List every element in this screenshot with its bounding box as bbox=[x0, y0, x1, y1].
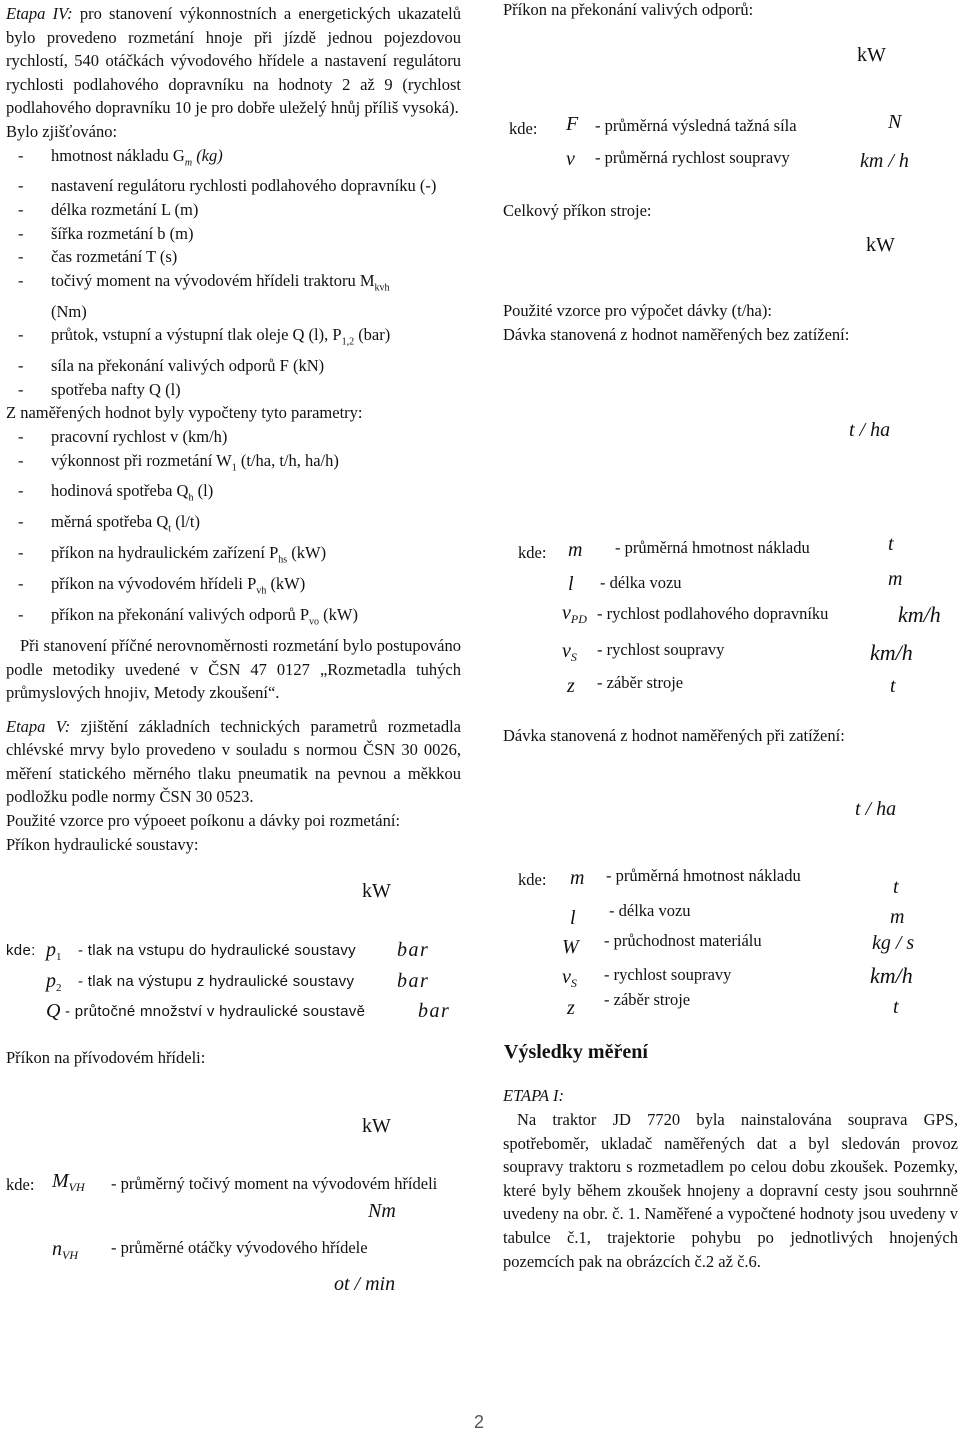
dose1-var: $v_S$ bbox=[562, 640, 577, 665]
etapa1-label: ETAPA I: bbox=[503, 1086, 564, 1105]
hyd-var: $p_1$ bbox=[46, 939, 62, 964]
rolling-heading: Příkon na překonání valivých odporů: bbox=[503, 0, 754, 19]
pto-desc: - průměrné otáčky vývodového hřídele bbox=[111, 1238, 368, 1257]
pto-unit: kW bbox=[362, 1115, 391, 1137]
dose2-unit: kg / s bbox=[872, 932, 915, 954]
hydraulic-unit: kW bbox=[362, 880, 391, 902]
pto-var: $n_{VH}$ bbox=[52, 1238, 78, 1263]
rolling-kde: kde: bbox=[509, 119, 538, 138]
dose2-var: $v_S$ bbox=[562, 966, 577, 991]
dose1-desc: - rychlost podlahového dopravníku bbox=[597, 604, 829, 623]
dose1-unit: km/h bbox=[870, 640, 913, 665]
etapa4-text: pro stanovení výkonnostních a energetických ukazatelů bylo provedeno rozmetání hnoje při jízdě jednou pojezdovou rychlostí, 540 otáčkách vývodového hřídele a nastavení regulátoru rychlosti podlahového dopravníku na hodnoty 2 až 9 (rychlost podlahového dopravníku 10 je pro dobře uleželý hnůj příliš vysoká). bbox=[6, 4, 461, 118]
uneven-paragraph: Při stanovení příčné nerovnoměrnosti rozmetání bylo postupováno podle metodiky uvedené v ČSN 47 0127 „Rozmetadla tuhých průmyslových hnojiv, Metody zkoušení“. bbox=[6, 635, 461, 703]
dose2-desc: - rychlost soupravy bbox=[604, 965, 732, 984]
dose2-unit: km/h bbox=[870, 963, 913, 988]
total-unit: kW bbox=[866, 234, 895, 256]
rolling-desc: - průměrná rychlost soupravy bbox=[595, 148, 790, 167]
hyd-desc: - průtočné množství v hydraulické soustavě bbox=[65, 1003, 366, 1020]
rolling-var: F bbox=[566, 113, 579, 135]
dose2-unit: t bbox=[893, 996, 899, 1018]
pto-var: $M_{VH}$ bbox=[52, 1170, 85, 1195]
hyd-var: Q bbox=[46, 1000, 61, 1022]
measured-item: - čas rozmetání T (s) bbox=[6, 245, 461, 269]
etapa4-label: Etapa IV: bbox=[6, 4, 73, 23]
pto-kde: kde: bbox=[6, 1175, 35, 1194]
page-number: 2 bbox=[474, 1412, 485, 1432]
dose-intro: Použité vzorce pro výpočet dávky (t/ha): bbox=[503, 301, 772, 320]
dose1-var: z bbox=[567, 675, 575, 697]
dose1-desc: - rychlost soupravy bbox=[597, 640, 725, 659]
computed-list bbox=[6, 425, 461, 634]
pto-heading: Příkon na přívodovém hřídeli: bbox=[6, 1048, 206, 1067]
computed-intro: Z naměřených hodnot byly vypočteny tyto parametry: bbox=[6, 403, 363, 423]
measured-item: - šířka rozmetání b (m) bbox=[6, 222, 461, 246]
dose1-kde: kde: bbox=[518, 543, 547, 562]
computed-item: - příkon na vývodovém hřídeli $P_{vh}$ (kW) bbox=[6, 572, 461, 603]
measured-item: - točivý moment na vývodovém hřídeli traktoru $M_{kvh}$ (Nm) bbox=[6, 269, 461, 323]
computed-item: - výkonnost při rozmetání $W_1$ (t/ha, t/h, ha/h) bbox=[6, 449, 461, 480]
dose2-var: l bbox=[570, 907, 576, 929]
computed-item: - příkon na hydraulickém zařízení $P_{hs}$ (kW) bbox=[6, 541, 461, 572]
dose2-var: z bbox=[567, 997, 575, 1019]
computed-item: - měrná spotřeba $Q_t$ (l/t) bbox=[6, 510, 461, 541]
etapa5-label: Etapa V: bbox=[6, 716, 71, 736]
dose2-kde: kde: bbox=[518, 870, 547, 889]
rolling-desc-unit: N bbox=[888, 111, 902, 133]
dose-unloaded: Dávka stanovená z hodnot naměřených bez zatížení: bbox=[503, 325, 850, 344]
measured-item: - síla na překonání valivých odporů F (kN) bbox=[6, 354, 461, 378]
computed-item: - pracovní rychlost v (km/h) bbox=[6, 425, 461, 449]
hyd-desc: - tlak na výstupu z hydraulické soustavy bbox=[78, 973, 355, 990]
dose2-desc: - záběr stroje bbox=[604, 990, 691, 1009]
dose-unit2: t / ha bbox=[855, 798, 897, 820]
hyd-var: $p_2$ bbox=[46, 970, 62, 995]
dose2-var: W bbox=[562, 936, 579, 958]
dose1-var: m bbox=[568, 539, 583, 561]
dose1-unit: t bbox=[890, 675, 896, 697]
hyd-desc: - tlak na vstupu do hydraulické soustavy bbox=[78, 942, 356, 959]
computed-item: - hodinová spotřeba $Q_h$ (l) bbox=[6, 479, 461, 510]
computed-item: - příkon na překonání valivých odporů $P_{vo}$ (kW) bbox=[6, 603, 461, 634]
measured-item: - hmotnost nákladu $G_m$ (kg) bbox=[6, 144, 461, 175]
left-column bbox=[6, 0, 461, 856]
dose2-var: m bbox=[570, 867, 585, 889]
measured-item: - délka rozmetání L (m) bbox=[6, 198, 461, 222]
dose1-var: l bbox=[568, 573, 574, 595]
dose-unit1: t / ha bbox=[849, 419, 891, 441]
measured-list bbox=[6, 144, 461, 402]
etapa5-paragraph bbox=[6, 715, 461, 809]
dose1-var: $v_{PD}$ bbox=[562, 602, 587, 627]
dose1-desc: - záběr stroje bbox=[597, 673, 684, 692]
dose1-desc: - průměrná hmotnost nákladu bbox=[615, 538, 810, 557]
measured-item: - průtok, vstupní a výstupní tlak oleje Q (l), $P_{1,2}$ (bar) bbox=[6, 323, 461, 354]
pto-desc-unit: Nm bbox=[368, 1200, 396, 1222]
dose2-desc: - průměrná hmotnost nákladu bbox=[606, 866, 801, 885]
rolling-unit: kW bbox=[857, 44, 886, 66]
bylo-zjistovano: Bylo zjišťováno: bbox=[6, 121, 118, 141]
dose-loaded: Dávka stanovená z hodnot naměřených při zatížení: bbox=[503, 726, 845, 745]
etapa1-paragraph: Na traktor JD 7720 byla nainstalována souprava GPS, spotřeboměr, ukladač naměřených dat a byl sledován provoz soupravy traktoru s rozmetadlem po celou dobu zkoušek. Pozemky, které byly během zkoušek hnojeny a dopravní cesty jsou souhrnně uvedeny na obr. č. 1. Naměřené a vypočtené hodnoty jsou uvedeny v tabulce č.1, trajektorie pohybu po jednotlivých hnojených pozemcích pak na obrázcích č.2 až č.6. bbox=[503, 1110, 958, 1271]
hydraulic-kde: kde: bbox=[6, 942, 36, 959]
etapa5-text: zjištění základních technických parametrů rozmetadla chlévské mrvy bylo provedeno v souladu s normou ČSN 30 0026, měření statického měrného tlaku pneumatik na pevnou a měkkou podložku podle normy ČSN 30 0523. bbox=[6, 716, 461, 807]
hydraulic-heading: Příkon hydraulické soustavy: bbox=[6, 834, 199, 854]
dose1-desc: - délka vozu bbox=[600, 573, 682, 592]
dose2-unit: m bbox=[890, 906, 905, 928]
dose2-unit: t bbox=[893, 876, 899, 898]
hyd-unit: bar bbox=[397, 970, 430, 992]
hyd-unit: bar bbox=[397, 939, 430, 961]
measured-item: - nastavení regulátoru rychlosti podlahového dopravníku (-) bbox=[6, 174, 461, 198]
dose2-desc: - průchodnost materiálu bbox=[604, 931, 762, 950]
dose1-unit: m bbox=[888, 568, 903, 590]
rolling-var: v bbox=[566, 148, 575, 170]
rolling-desc-unit: km / h bbox=[860, 150, 909, 172]
rolling-desc: - průměrná výsledná tažná síla bbox=[595, 116, 797, 135]
total-heading: Celkový příkon stroje: bbox=[503, 201, 652, 220]
etapa4-paragraph bbox=[6, 2, 461, 120]
measured-item: - spotřeba nafty Q (l) bbox=[6, 378, 461, 402]
pto-desc: - průměrný točivý moment na vývodovém hřídeli bbox=[111, 1174, 438, 1193]
dose2-desc: - délka vozu bbox=[609, 901, 691, 920]
dose1-unit: km/h bbox=[898, 602, 941, 627]
formulas-intro: Použité vzorce pro výpoeet poíkonu a dávky poi rozmetání: bbox=[6, 811, 401, 831]
dose1-unit: t bbox=[888, 533, 894, 555]
pto-rpm-unit: ot / min bbox=[334, 1273, 396, 1295]
results-heading: Výsledky měření bbox=[504, 1041, 648, 1063]
hyd-unit: bar bbox=[418, 1000, 451, 1022]
